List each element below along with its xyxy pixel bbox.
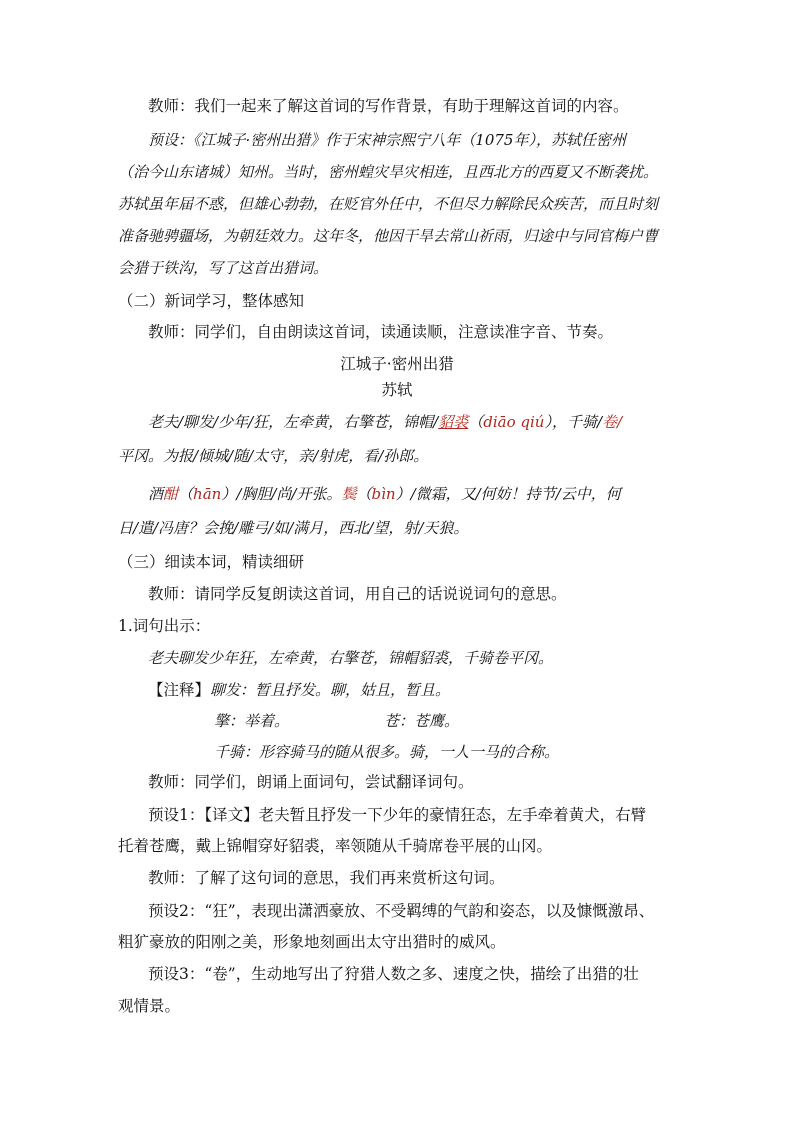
paragraph-preset-line-2: （治今山东诸城）知州。当时，密州蝗灾旱灾相连，且西北方的西夏又不断袭扰。 xyxy=(118,163,659,181)
annotated-word-han: 酣 xyxy=(163,485,179,503)
paragraph-preset2-line-1: 预设2：“狂”，表现出潇洒豪放、不受羁缚的气韵和姿态，以及慷慨激昂、 xyxy=(148,902,655,920)
poem-line-1 xyxy=(148,412,622,432)
paragraph-preset3-line-1: 预设3：“卷”，生动地写出了狩猎人数之多、速度之快，描绘了出猎的壮 xyxy=(148,965,639,983)
paragraph-teacher-1: 教师：我们一起来了解这首词的写作背景，有助于理解这首词的内容。 xyxy=(148,97,629,115)
paragraph-teacher-2: 教师：同学们，自由朗读这首词，读通读顺，注意读准字音、节奏。 xyxy=(148,323,614,341)
pinyin-bin: bìn xyxy=(371,485,396,503)
list-item-1: 1.词句出示： xyxy=(118,617,211,635)
poem-line-2: 平冈。为报/倾城/随/太守，亲/射虎，看/孙郎。 xyxy=(118,447,429,465)
paragraph-teacher-3: 教师：请同学反复朗读这首词，用自己的话说说词句的意思。 xyxy=(148,585,567,603)
paragraph-preset-line-1: 预设：《江城子·密州出猎》作于宋神宗熙宁八年（1075年），苏轼任密州 xyxy=(148,131,626,149)
paragraph-preset2-line-2: 粗犷豪放的阳刚之美，形象地刻画出太守出猎时的威风。 xyxy=(118,933,506,951)
poem-line-3-paren-open-2: （ xyxy=(356,485,372,503)
paragraph-teacher-4: 教师：同学们，朗诵上面词句，尝试翻译词句。 xyxy=(148,773,474,791)
poem-line-3 xyxy=(148,484,621,504)
annotation-qianji: 千骑：形容骑马的随从很多。骑，一人一马的合称。 xyxy=(214,743,560,761)
poem-line-1-paren-open: （ xyxy=(468,413,484,431)
paragraph-preset-line-3: 苏轼虽年届不惑，但雄心勃勃，在贬官外任中，不但尽力解除民众疾苦，而且时刻 xyxy=(118,195,659,213)
paragraph-preset-line-5: 会猎于铁沟，写了这首出猎词。 xyxy=(118,259,329,277)
paragraph-preset3-line-2: 观情景。 xyxy=(118,997,181,1015)
pinyin-diaoqiu: diāo qiú xyxy=(483,413,545,431)
annotation-line-1 xyxy=(148,680,450,700)
annotation-cang: 苍：苍鹰。 xyxy=(384,712,460,730)
poem-line-3-e: ）/微霜，又/何妨！持节/云中，何 xyxy=(395,485,621,503)
pinyin-han: hān xyxy=(193,485,222,503)
poem-line-3-paren-open-1: （ xyxy=(178,485,194,503)
poem-title: 江城子·密州出猎 xyxy=(340,355,454,373)
paragraph-preset-line-4: 准备驰骋疆场，为朝廷效力。这年冬，他因干旱去常山祈雨，归途中与同官梅户曹 xyxy=(118,227,659,245)
poem-line-3-a: 酒 xyxy=(148,485,164,503)
paragraph-preset1-line-1: 预设1：【译文】老夫暂且抒发一下少年的豪情狂态，左手牵着黄犬，右臂 xyxy=(148,806,647,824)
poem-line-4: 日/遣/冯唐？会挽/雕弓/如/满月，西北/望，射/天狼。 xyxy=(118,519,469,537)
annotation-qing: 擎：举着。 xyxy=(214,712,290,730)
annotated-word-diaoqiu: 貂裘 xyxy=(438,413,469,431)
poem-line-1-a: 老夫/聊发/少年/狂，左牵黄，右擎苍，锦帽/ xyxy=(148,413,439,431)
poem-author: 苏轼 xyxy=(381,381,413,399)
section-heading-2: （二）新词学习，整体感知 xyxy=(118,292,305,310)
poem-line-3-c: ）/胸胆/尚/开张。 xyxy=(221,485,342,503)
annotation-label: 【注释】 xyxy=(148,681,211,699)
paragraph-teacher-5: 教师：了解了这句词的意思，我们再来赏析这句词。 xyxy=(148,869,505,887)
paragraph-preset1-line-2: 托着苍鹰，戴上锦帽穿好貂裘，率领随从千骑席卷平展的山冈。 xyxy=(118,837,553,855)
quoted-verse: 老夫聊发少年狂，左牵黄，右擎苍，锦帽貂裘，千骑卷平冈。 xyxy=(148,649,554,667)
annotated-word-bin: 鬓 xyxy=(341,485,357,503)
section-heading-3: （三）细读本词，精读细研 xyxy=(118,553,305,571)
annotation-liaofa: 聊发：暂且抒发。聊，姑且，暂且。 xyxy=(210,681,451,699)
poem-line-1-c: ），千骑/ xyxy=(544,413,603,431)
poem-line-1-juan: 卷/ xyxy=(602,413,623,431)
